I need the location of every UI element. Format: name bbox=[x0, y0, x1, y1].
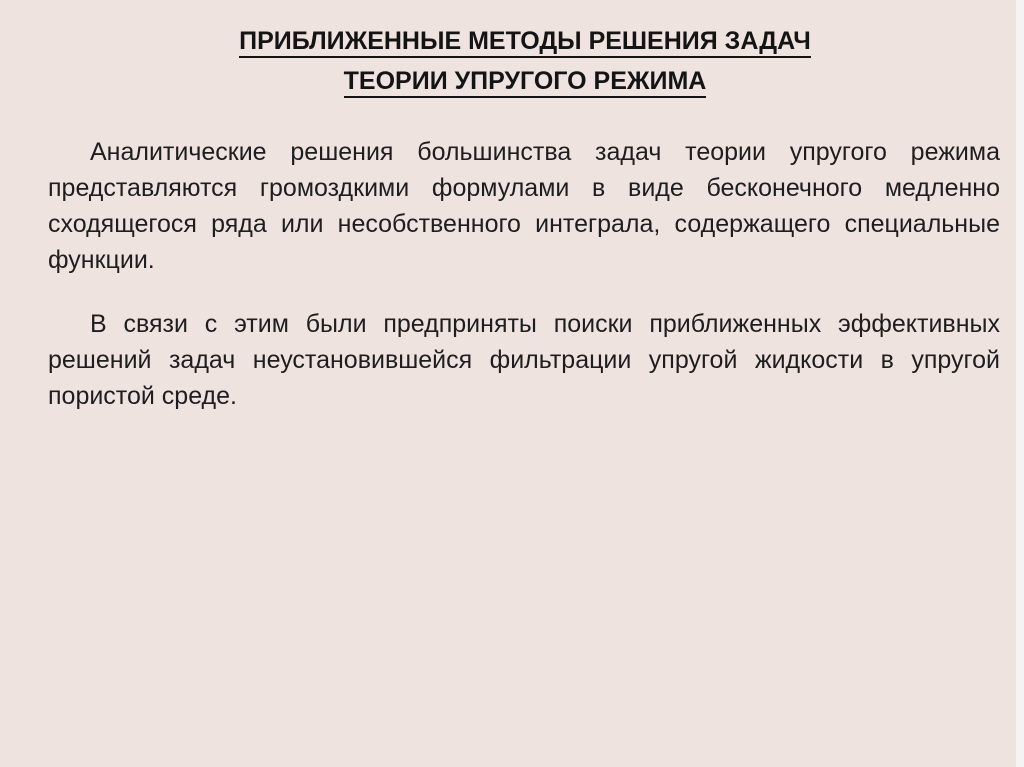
body-paragraph-2: В связи с этим были предприняты поиски приближенных эффективных решений задач неустановившейся фильтрации упругой жидкости в упругой пористой среде. bbox=[48, 310, 1000, 410]
slide-title bbox=[0, 22, 1024, 102]
body-paragraph-1: Аналитические решения большинства задач теории упругого режима представляются громоздкими формулами в виде бесконечного медленно сходящегося ряда или несобственного интеграла, содержащего специальные функции. bbox=[48, 138, 1000, 274]
slide-title-line-2: ТЕОРИИ УПРУГОГО РЕЖИМА bbox=[344, 66, 707, 98]
slide-title-line-1: ПРИБЛИЖЕННЫЕ МЕТОДЫ РЕШЕНИЯ ЗАДАЧ bbox=[239, 26, 811, 58]
slide-right-edge bbox=[1016, 0, 1024, 767]
